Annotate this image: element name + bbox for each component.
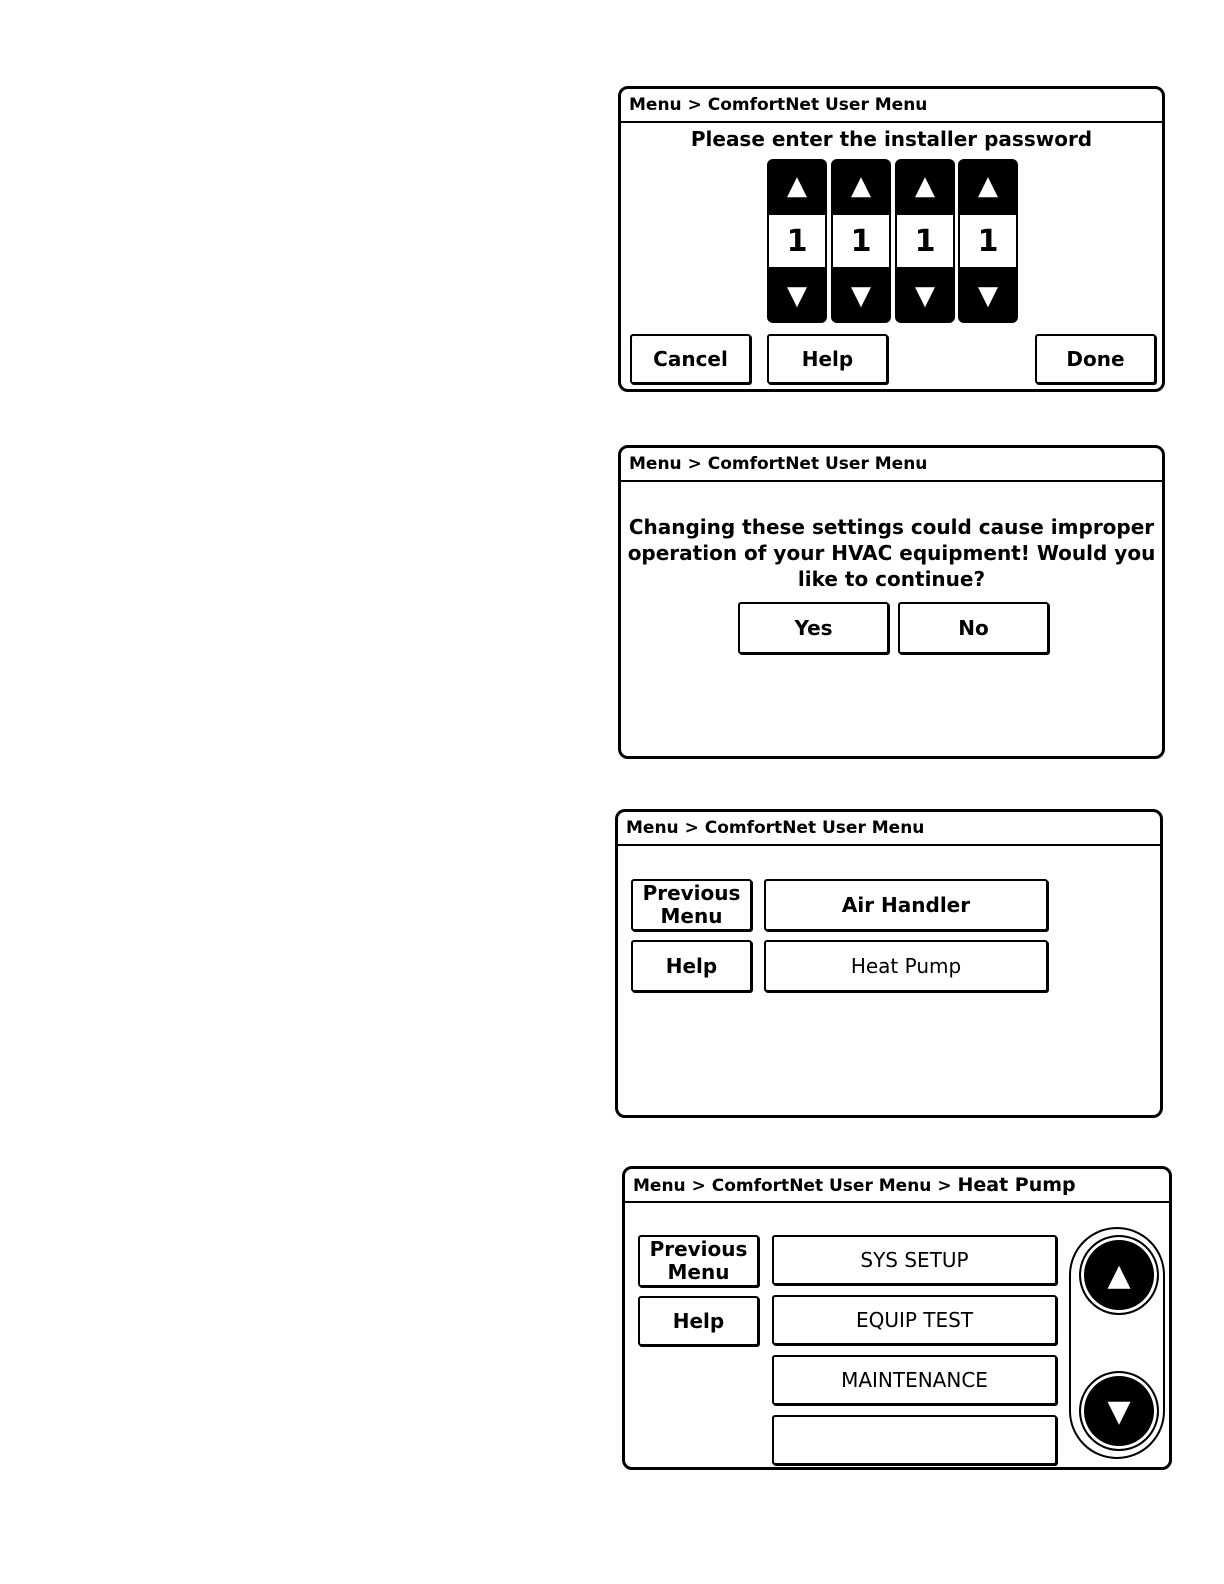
help-button[interactable]: Help <box>631 940 752 992</box>
digit-1-up-arrow-icon[interactable]: ▲ <box>787 171 807 201</box>
scroll-down-icon[interactable]: ▼ <box>1079 1371 1159 1451</box>
breadcrumb: Menu > ComfortNet User Menu <box>621 89 1162 123</box>
digit-2-up-arrow-icon[interactable]: ▲ <box>851 171 871 201</box>
menu-item-sys-setup[interactable]: SYS SETUP <box>772 1235 1057 1285</box>
previous-menu-label-line-1: Previous <box>649 1237 748 1261</box>
help-button[interactable]: Help <box>638 1296 759 1346</box>
previous-menu-label-line-1: Previous <box>642 881 741 905</box>
menu-item-equip-test[interactable]: EQUIP TEST <box>772 1295 1057 1345</box>
digit-4-up-arrow-icon[interactable]: ▲ <box>978 171 998 201</box>
previous-menu-button[interactable] <box>631 879 752 931</box>
breadcrumb-path: Menu > ComfortNet User Menu > <box>633 1176 952 1196</box>
digit-1-down-arrow-icon[interactable]: ▼ <box>787 281 807 311</box>
digit-3-up-arrow-icon[interactable]: ▲ <box>915 171 935 201</box>
menu-item-heat-pump[interactable]: Heat Pump <box>764 940 1048 992</box>
digit-2-down-arrow-icon[interactable]: ▼ <box>851 281 871 311</box>
warning-screen <box>618 445 1165 759</box>
heat-pump-screen <box>622 1166 1172 1470</box>
menu-item-air-handler[interactable]: Air Handler <box>764 879 1048 931</box>
yes-button[interactable]: Yes <box>738 602 889 654</box>
scroll-up-icon[interactable]: ▲ <box>1079 1235 1159 1315</box>
no-button[interactable]: No <box>898 602 1049 654</box>
digit-column-3 <box>895 159 955 323</box>
password-prompt: Please enter the installer password <box>690 127 1093 151</box>
help-button[interactable]: Help <box>767 334 888 384</box>
breadcrumb <box>625 1169 1169 1203</box>
menu-item-empty[interactable] <box>772 1415 1057 1465</box>
previous-menu-button[interactable] <box>638 1235 759 1287</box>
digit-column-2 <box>831 159 891 323</box>
done-button[interactable]: Done <box>1035 334 1156 384</box>
digit-3-value: 1 <box>897 215 953 267</box>
digit-column-4 <box>958 159 1018 323</box>
scroll-control <box>1069 1227 1165 1459</box>
menu-item-maintenance[interactable]: MAINTENANCE <box>772 1355 1057 1405</box>
digit-2-value: 1 <box>833 215 889 267</box>
digit-column-1 <box>767 159 827 323</box>
breadcrumb: Menu > ComfortNet User Menu <box>621 448 1162 482</box>
previous-menu-label-line-2: Menu <box>660 904 723 928</box>
warning-message-line-3: like to continue? <box>797 567 986 591</box>
warning-message-line-2: operation of your HVAC equipment! Would you <box>627 541 1156 565</box>
digit-4-down-arrow-icon[interactable]: ▼ <box>978 281 998 311</box>
digit-1-value: 1 <box>769 215 825 267</box>
warning-message <box>621 514 1162 592</box>
digit-4-value: 1 <box>960 215 1016 267</box>
user-menu-screen <box>615 809 1163 1118</box>
digit-3-down-arrow-icon[interactable]: ▼ <box>915 281 935 311</box>
warning-message-line-1: Changing these settings could cause improper <box>628 515 1155 539</box>
password-screen <box>618 86 1165 392</box>
previous-menu-label-line-2: Menu <box>667 1260 730 1284</box>
breadcrumb-current: Heat Pump <box>957 1174 1076 1196</box>
breadcrumb: Menu > ComfortNet User Menu <box>618 812 1160 846</box>
cancel-button[interactable]: Cancel <box>630 334 751 384</box>
